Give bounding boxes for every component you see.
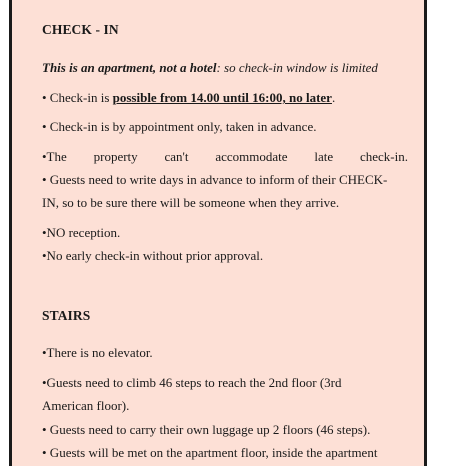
late-word-1: •The	[42, 149, 67, 164]
checkin-bullet-hours	[42, 86, 335, 109]
checkin-hours-bold: possible from 14.00 until 16:00, no later	[112, 90, 332, 105]
checkin-hours-post: .	[331, 90, 336, 105]
late-word-6: check-in.	[359, 149, 408, 164]
checkin-heading: CHECK - IN	[42, 22, 119, 37]
stairs-bullet-luggage: • Guests need to carry their own luggage up 2 floors (46 steps).	[42, 422, 371, 437]
checkin-bullet-early: •No early check-in without prior approval.	[42, 248, 264, 263]
checkin-bullet-late	[42, 145, 408, 168]
stairs-bullet-met-partial: • Guests will be met on the apartment floor, inside the apartment	[42, 445, 378, 460]
checkin-intro-rest: : so check-in window is limited	[216, 60, 378, 75]
checkin-hours-pre: • Check-in is	[42, 90, 113, 105]
checkin-intro	[42, 56, 378, 79]
late-word-2: property	[93, 149, 138, 164]
checkin-bullet-appointment: • Check-in is by appointment only, taken in advance.	[42, 119, 317, 134]
late-word-3: can't	[164, 149, 189, 164]
checkin-intro-bold: This is an apartment, not a hotel	[42, 60, 217, 75]
stairs-bullet-steps-line2: American floor).	[42, 398, 130, 413]
late-word-4: accommodate	[215, 149, 288, 164]
checkin-bullet-reception: •NO reception.	[42, 225, 121, 240]
stairs-bullet-elevator: •There is no elevator.	[42, 345, 153, 360]
stairs-bullet-steps-line1: •Guests need to climb 46 steps to reach the 2nd floor (3rd	[42, 375, 342, 390]
late-word-5: late	[314, 149, 334, 164]
checkin-bullet-inform-line1: • Guests need to write days in advance to inform of their CHECK-	[42, 172, 388, 187]
checkin-bullet-inform-line2: IN, so to be sure there will be someone when they arrive.	[42, 195, 340, 210]
stairs-heading: STAIRS	[42, 308, 91, 323]
